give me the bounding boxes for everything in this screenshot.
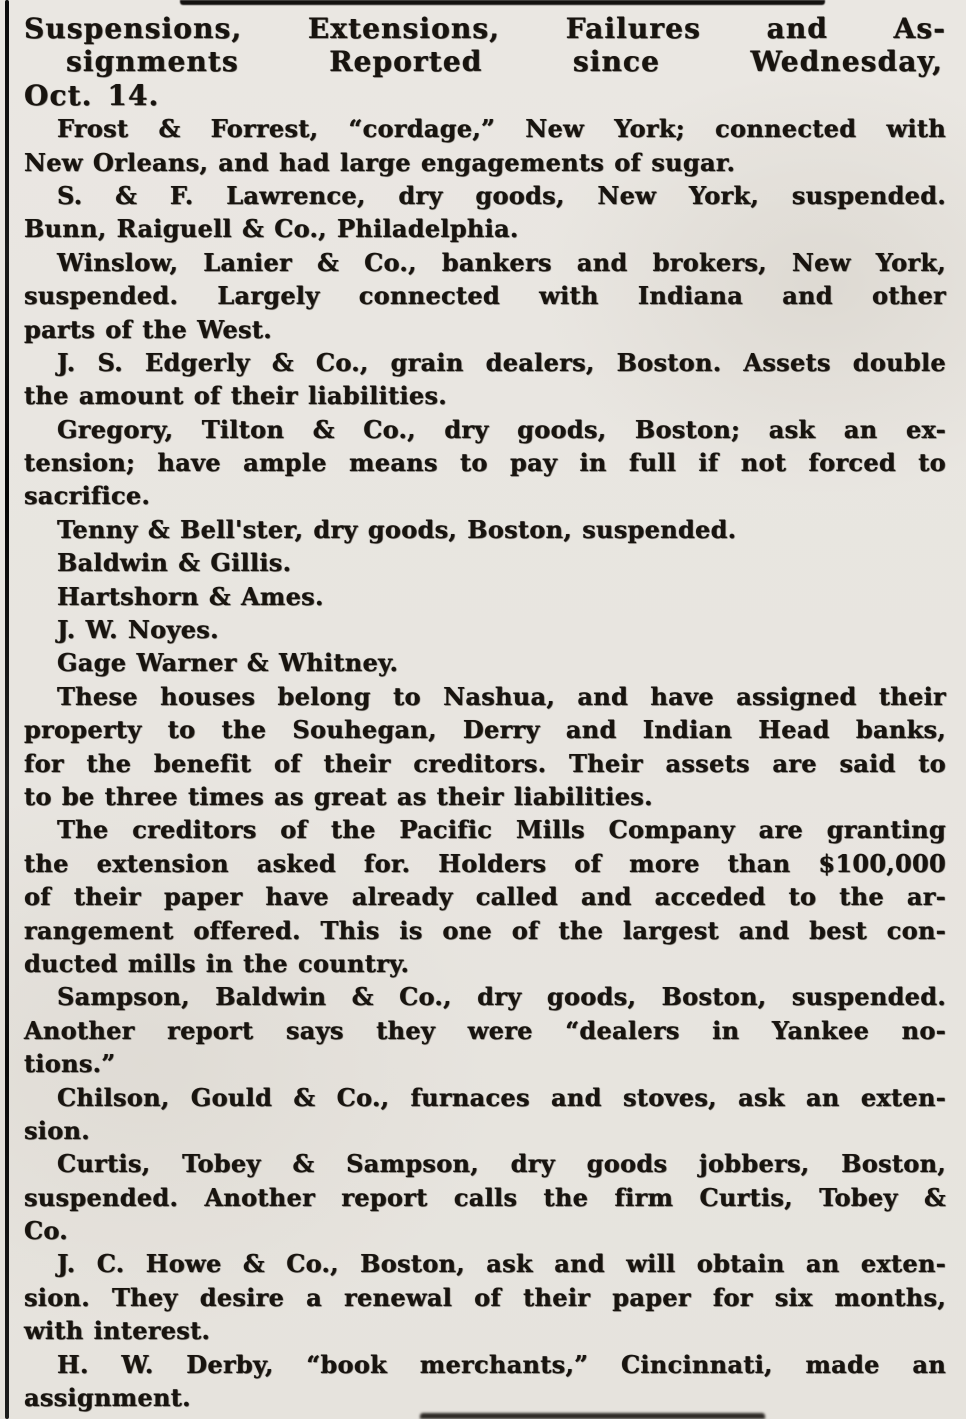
body-line: the extension asked for. Holders of more than $100,000 [24, 848, 946, 878]
body-line: S. & F. Lawrence, dry goods, New York, suspended. [57, 180, 946, 210]
body-line: J. S. Edgerly & Co., grain dealers, Boston. Assets double [57, 347, 946, 377]
body-line: Co. [24, 1216, 68, 1246]
body-line: Bunn, Raiguell & Co., Philadelphia. [24, 214, 519, 244]
body-line: Gage Warner & Whitney. [57, 648, 399, 678]
body-line: Curtis, Tobey & Sampson, dry goods jobbers, Boston, [57, 1149, 946, 1179]
body-line: ducted mills in the country. [24, 948, 410, 978]
headline-line: signments Reported since Wednesday, [66, 45, 943, 79]
body-line: H. W. Derby, “book merchants,” Cincinnati, made an [57, 1349, 946, 1379]
body-line: Hartshorn & Ames. [57, 581, 324, 611]
body-line: of their paper have already called and acceded to the ar- [24, 882, 946, 912]
body-line: The creditors of the Pacific Mills Company are granting [57, 815, 946, 845]
body-line: the amount of their liabilities. [24, 381, 447, 411]
newspaper-article [24, 12, 946, 1414]
body-line: assignment. [24, 1383, 191, 1413]
body-line: for the benefit of their creditors. Their assets are said to [24, 748, 946, 778]
body-line: These houses belong to Nashua, and have assigned their [57, 681, 946, 711]
body-line: Another report says they were “dealers in Yankee no- [24, 1015, 946, 1045]
body-line: J. C. Howe & Co., Boston, ask and will obtain an exten- [57, 1249, 946, 1279]
headline-line: Oct. 14. [24, 78, 160, 112]
body-line: sion. They desire a renewal of their paper for six months, [24, 1282, 946, 1312]
body-line: Gregory, Tilton & Co., dry goods, Boston; ask an ex- [57, 414, 946, 444]
body-line: to be three times as great as their liabilities. [24, 781, 653, 811]
body-line: sion. [24, 1115, 90, 1145]
body-line: tension; have ample means to pay in full if not forced to [24, 448, 946, 478]
body-line: Baldwin & Gillis. [57, 548, 292, 578]
headline-line: Suspensions, Extensions, Failures and As- [24, 12, 946, 45]
column-rule [5, 0, 9, 1419]
body-line: New Orleans, and had large engagements of sugar. [24, 147, 736, 177]
body-line: with interest. [24, 1316, 211, 1346]
body-line: parts of the West. [24, 314, 272, 344]
body-line: Sampson, Baldwin & Co., dry goods, Boston, suspended. [57, 982, 946, 1012]
body-line: suspended. Another report calls the firm Curtis, Tobey & [24, 1182, 946, 1212]
body-line: J. W. Noyes. [57, 615, 219, 645]
body-line: tions.” [24, 1049, 116, 1079]
body-line: rangement offered. This is one of the largest and best con- [24, 915, 946, 945]
body-line: sacrifice. [24, 481, 151, 511]
body-line: Winslow, Lanier & Co., bankers and brokers, New York, [57, 247, 946, 277]
body-line: suspended. Largely connected with Indiana and other [24, 281, 946, 311]
top-rule-fragment [180, 0, 825, 5]
body-line: Frost & Forrest, “cordage,” New York; connected with [57, 114, 946, 144]
body-line: Chilson, Gould & Co., furnaces and stoves, ask an exten- [57, 1082, 946, 1112]
body-line: Tenny & Bell'ster, dry goods, Boston, suspended. [57, 514, 737, 544]
body-line: property to the Souhegan, Derry and Indian Head banks, [24, 715, 946, 745]
